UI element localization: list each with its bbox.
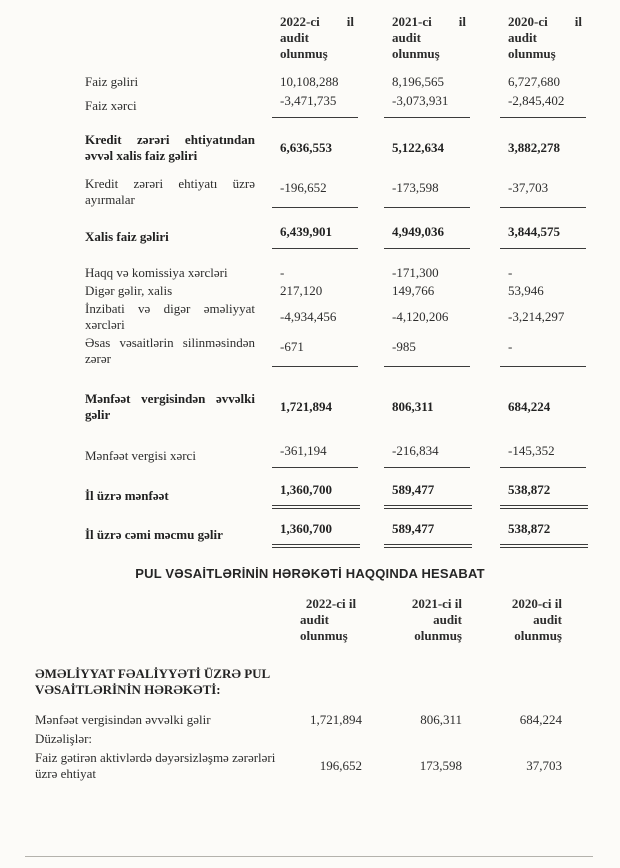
- cell-number: -2,845,402: [508, 93, 565, 108]
- cell-number: 3,844,575: [508, 224, 560, 239]
- row-label-cell: [85, 265, 280, 281]
- cell-number: -671: [280, 338, 304, 354]
- income-statement-table: [0, 74, 620, 548]
- cell-number: 8,196,565: [392, 74, 444, 89]
- row-label-cell: [85, 74, 280, 90]
- income-statement-header: [0, 0, 620, 62]
- audited-label: olunmuş: [414, 628, 462, 643]
- row-label-cell: [85, 391, 280, 423]
- cell-number: -173,598: [392, 179, 439, 195]
- cell-number: 6,636,553: [280, 140, 332, 155]
- row-label-cell: [35, 712, 300, 728]
- cashflow-header: [0, 596, 620, 644]
- row-label: Mənfəət vergisindən əvvəlki gəlir: [85, 391, 255, 422]
- cell-number: -37,703: [508, 179, 549, 195]
- table-row: [0, 443, 620, 468]
- row-label: Faiz xərci: [85, 97, 137, 113]
- row-label-cell: [85, 98, 280, 114]
- row-label-cell: [35, 750, 300, 782]
- column-header-2020: [462, 596, 562, 644]
- cell-value: [362, 712, 462, 728]
- cell-number: 5,122,634: [392, 140, 444, 155]
- table-row: [0, 224, 620, 249]
- cashflow-title: PUL VƏSAİTLƏRİNİN HƏRƏKƏTİ HAQQINDA HESABAT: [135, 566, 485, 581]
- cell-number: -985: [392, 338, 416, 354]
- row-label: Mənfəət vergisi xərci: [85, 447, 196, 463]
- cell-number: 538,872: [508, 482, 551, 497]
- cell-number: 538,872: [508, 521, 551, 536]
- cell-value: [508, 176, 604, 208]
- table-row: [0, 283, 620, 299]
- cell-value: [300, 712, 362, 728]
- cell-number: 53,946: [508, 283, 544, 298]
- cell-value: [280, 335, 392, 367]
- cell-number: -145,352: [508, 443, 555, 458]
- table-row: [0, 93, 620, 118]
- cell-value: [508, 283, 604, 299]
- cell-value: [508, 132, 604, 164]
- cell-value: [392, 301, 508, 333]
- row-label-cell: [35, 731, 300, 747]
- audited-label: olunmuş: [300, 628, 348, 643]
- cell-number: 6,727,680: [508, 74, 560, 89]
- cell-value: [280, 301, 392, 333]
- cell-value: [392, 482, 508, 509]
- column-header-2022: [280, 14, 392, 62]
- row-label: Haqq və komissiya xərcləri: [85, 265, 228, 280]
- cell-number: -3,471,735: [280, 93, 337, 108]
- audit-label: audit: [508, 30, 537, 45]
- row-label-cell: [85, 229, 280, 245]
- row-label: Digər gəlir, xalis: [85, 283, 173, 298]
- row-label: Mənfəət vergisindən əvvəlki gəlir: [35, 712, 211, 727]
- cashflow-table: [0, 712, 620, 782]
- table-row: [0, 265, 620, 281]
- row-label: Kredit zərəri ehtiyatından əvvəl xalis faiz gəliri: [85, 132, 255, 163]
- cell-value: [280, 521, 392, 548]
- audit-label: audit: [533, 612, 562, 627]
- cell-value: [462, 712, 562, 728]
- audited-label: olunmuş: [514, 628, 562, 643]
- row-label-cell: [85, 335, 280, 367]
- cell-value: [392, 521, 508, 548]
- cell-value: [508, 74, 604, 90]
- cell-value: [392, 391, 508, 423]
- cell-value: [280, 74, 392, 90]
- row-label-cell: [85, 301, 280, 333]
- column-header-2021: [392, 14, 508, 62]
- cell-number: -3,214,297: [508, 309, 565, 324]
- cell-value: [280, 391, 392, 423]
- cell-value: [392, 132, 508, 164]
- section-header-operating-activities: ƏMƏLİYYAT FƏALİYYƏTİ ÜZRƏ PUL VƏSAİTLƏRİNİN HƏRƏKƏTİ:: [35, 666, 270, 697]
- page-bottom-rule: [25, 856, 593, 857]
- cell-value: [508, 391, 604, 423]
- row-label: Faiz gəliri: [85, 74, 139, 89]
- cell-value: [508, 335, 604, 367]
- table-row: [0, 132, 620, 164]
- year-label: 2020-ci il: [508, 14, 582, 29]
- header-spacer: [35, 596, 300, 644]
- cell-value: [362, 750, 462, 782]
- row-label: Əsas vəsaitlərin silinməsindən zərər: [85, 335, 255, 366]
- table-row: [0, 712, 620, 728]
- row-label: Xalis faiz gəliri: [85, 228, 169, 244]
- audit-label: audit: [280, 30, 309, 45]
- row-label-cell: [85, 448, 280, 464]
- year-label: 2022-ci il: [280, 14, 354, 29]
- cell-value: [462, 750, 562, 782]
- cell-number: -4,934,456: [280, 309, 337, 324]
- cell-value: [392, 265, 508, 281]
- cell-value: [508, 93, 604, 118]
- cell-number: 1,360,700: [280, 482, 332, 497]
- cell-value: [300, 731, 362, 747]
- cell-number: 196,652: [319, 758, 362, 773]
- audit-label: audit: [433, 612, 462, 627]
- year-label: 2021-ci il: [411, 596, 462, 611]
- cell-number: -171,300: [392, 265, 439, 280]
- cell-value: [392, 335, 508, 367]
- cell-number: 1,721,894: [310, 712, 362, 727]
- cell-value: [508, 443, 604, 468]
- cell-number: 37,703: [526, 758, 562, 773]
- table-row: [0, 750, 620, 782]
- cell-value: [462, 731, 562, 747]
- table-row: [0, 74, 620, 90]
- table-row: [0, 335, 620, 367]
- cell-value: [508, 521, 604, 548]
- row-label: İnzibati və digər əməliyyat xərcləri: [85, 301, 255, 332]
- cell-value: [392, 443, 508, 468]
- cell-value: [280, 93, 392, 118]
- row-label-cell: [85, 527, 280, 543]
- cell-number: 1,721,894: [280, 399, 332, 414]
- cell-number: 149,766: [392, 283, 435, 298]
- table-row: [0, 731, 620, 747]
- cell-number: -361,194: [280, 443, 327, 458]
- cell-value: [508, 482, 604, 509]
- row-label-cell: [85, 488, 280, 504]
- cell-value: [392, 93, 508, 118]
- table-row: [0, 521, 620, 548]
- cell-value: [280, 283, 392, 299]
- cell-value: [280, 224, 392, 249]
- table-row: [0, 482, 620, 509]
- cell-number: -: [280, 265, 285, 280]
- row-label: İl üzrə cəmi məcmu gəlir: [85, 526, 223, 542]
- year-label: 2021-ci il: [392, 14, 466, 29]
- column-header-2022: [300, 596, 362, 644]
- year-label: 2020-ci il: [511, 596, 562, 611]
- cell-value: [280, 443, 392, 468]
- row-label-cell: [85, 176, 280, 208]
- cell-number: 4,949,036: [392, 224, 444, 239]
- cell-number: -3,073,931: [392, 93, 449, 108]
- cell-number: 217,120: [280, 283, 323, 298]
- cell-number: 806,311: [392, 399, 434, 414]
- cell-value: [280, 176, 392, 208]
- audited-label: olunmuş: [280, 46, 328, 61]
- row-label-cell: [85, 132, 280, 164]
- cell-number: 1,360,700: [280, 521, 332, 536]
- cell-number: -: [508, 338, 513, 354]
- year-label: 2022-ci il: [305, 596, 357, 611]
- cell-number: 589,477: [392, 521, 435, 536]
- cell-number: 6,439,901: [280, 224, 332, 239]
- cell-value: [392, 224, 508, 249]
- cell-number: 3,882,278: [508, 140, 560, 155]
- table-row: [0, 301, 620, 333]
- cell-value: [280, 265, 392, 281]
- row-label: Düzəlişlər:: [35, 731, 93, 746]
- cell-value: [392, 74, 508, 90]
- column-header-2020: [508, 14, 604, 62]
- row-label-cell: [85, 283, 280, 299]
- cell-number: 806,311: [420, 712, 462, 727]
- cell-value: [280, 482, 392, 509]
- cell-number: 589,477: [392, 482, 435, 497]
- cell-value: [300, 750, 362, 782]
- audit-label: audit: [300, 612, 329, 627]
- cell-value: [508, 301, 604, 333]
- cell-value: [362, 731, 462, 747]
- cell-value: [392, 176, 508, 208]
- column-header-2021: [362, 596, 462, 644]
- audited-label: olunmuş: [392, 46, 440, 61]
- cell-number: 173,598: [419, 758, 462, 773]
- cell-value: [280, 132, 392, 164]
- row-label: Kredit zərəri ehtiyatı üzrə ayırmalar: [85, 176, 255, 207]
- audit-label: audit: [392, 30, 421, 45]
- cell-number: -4,120,206: [392, 309, 449, 324]
- row-label: Faiz gətirən aktivlərdə dəyərsizləşmə zərərləri üzrə ehtiyat: [35, 750, 276, 781]
- row-label: İl üzrə mənfəət: [85, 487, 169, 503]
- cell-number: -: [508, 265, 513, 280]
- cell-number: -196,652: [280, 179, 327, 195]
- cell-value: [508, 224, 604, 249]
- cell-value: [508, 265, 604, 281]
- table-row: [0, 391, 620, 423]
- cell-number: 684,224: [508, 399, 551, 414]
- cell-number: 10,108,288: [280, 74, 339, 89]
- cell-number: 684,224: [519, 712, 562, 727]
- audited-label: olunmuş: [508, 46, 556, 61]
- cell-value: [392, 283, 508, 299]
- cell-number: -216,834: [392, 443, 439, 458]
- table-row: [0, 176, 620, 208]
